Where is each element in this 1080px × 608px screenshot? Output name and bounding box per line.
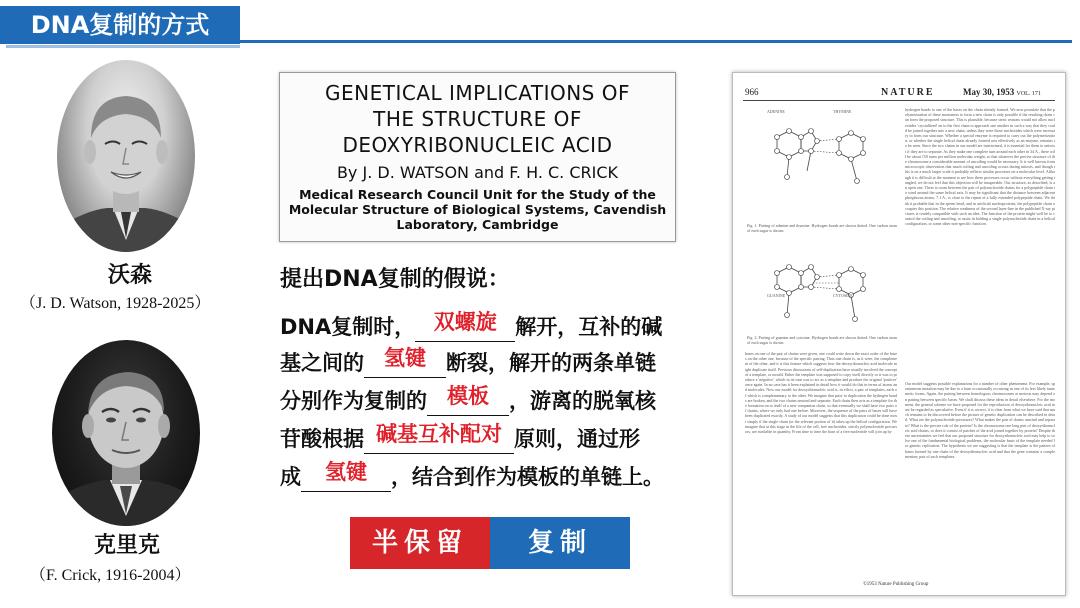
paper-title-line-3: DEOXYRIBONUCLEIC ACID [342, 133, 613, 157]
hypothesis-text: 苷酸根据 [280, 427, 364, 451]
figure-2-caption: Fig. 2. Pairing of guanine and cytosine. Hydrogen bonds are shown dotted. One carbon atom of each sugar is shown. [747, 335, 897, 346]
hypothesis-text: ，结合到作为模板的单链上。 [391, 465, 664, 489]
watson-photo-illustration [57, 60, 195, 252]
answer-text: 模板 [447, 384, 489, 408]
figure-label-cytosine: CYTOSINE [833, 293, 853, 298]
answer-text: 碱基互补配对 [376, 422, 502, 446]
answer-text: 氢键 [325, 460, 367, 484]
page-title: DNA复制的方式 [0, 6, 240, 44]
hypothesis-text: ，游离的脱氧核 [509, 389, 656, 413]
figure-1-caption: Fig. 1. Pairing of adenine and thymine. Hydrogen bonds are shown dotted. One carbon atom of each sugar is shown. [747, 223, 897, 234]
hypothesis-text: 断裂，解开的两条单链 [446, 351, 656, 375]
affiliation-line-3: Laboratory, Cambridge [396, 217, 559, 232]
hypothesis-text: 原则，通过形 [514, 427, 640, 451]
hypothesis-text: DNA复制时， [280, 315, 416, 339]
watson-portrait [57, 60, 195, 252]
crick-photo-illustration [52, 340, 200, 526]
hypothesis-line-5 [280, 462, 664, 492]
adenine-thymine-figure [747, 107, 897, 219]
paper-title-scan [279, 72, 676, 242]
affiliation-line-1: Medical Research Council Unit for the Study of the [299, 187, 656, 202]
crick-dates: （F. Crick, 1916-2004） [30, 567, 191, 584]
hypothesis-text: 成 [280, 465, 301, 489]
nature-page-number: 966 [745, 87, 759, 97]
hypothesis-text: 分别作为复制的 [280, 389, 427, 413]
nature-journal-page [732, 72, 1066, 596]
hypothesis-heading: 提出DNA复制的假说： [280, 267, 510, 292]
crick-portrait [52, 340, 200, 526]
nature-volume: VOL. 171 [1016, 91, 1041, 97]
nature-right-column-bottom: Our model suggests possible explanations for a number of other phenomena. For example, spontaneous mutation may be due to a base occasionally occurring in one of its less likely tautomeric forms. Again, the pairing between homologous chromosomes at meiosis may depend on pairing between specific bases. We shall discuss these ideas in detail elsewhere. For the moment, the general scheme we have proposed for the reproduction of deoxyribonucleic acid must be regarded as speculative. Even if it is correct, it is clear from what we have said that much remains to be discovered before the picture of genetic duplication can be described in detail. What are the polynucleotide precursors? What makes the pair of chains unwind and separate? What is the precise role of the protein? Is the chromosome one long pair of deoxyribonucleic acid chains, or does it consist of patches of the acid joined together by protein? Despite these uncertainties we feel that our proposed structure for deoxyribonucleic acid may help to solve one of the fundamental biological problems, the molecular basis of the template needed for genetic replication. The hypothesis we are suggesting is that the template is the pattern of bases formed by one chain of the deoxyribonucleic acid and that the gene contains a complementary pair of such templates. [905, 381, 1055, 459]
paper-affiliation [280, 187, 675, 232]
crick-name: 克里克 [93, 533, 160, 558]
affiliation-line-2: Molecular Structure of Biological Systems, Cavendish [288, 202, 667, 217]
replication-button[interactable]: 复制 [490, 517, 630, 569]
nature-header-rule [743, 100, 1055, 101]
answer-blank-5 [301, 460, 391, 492]
answer-blank-3 [427, 384, 509, 416]
answer-text: 氢键 [384, 346, 426, 370]
answer-blank-1 [415, 310, 515, 342]
semi-conservative-button[interactable]: 半保留 [350, 517, 490, 569]
nature-issue-date [963, 87, 1041, 97]
title-accent-bar [6, 45, 240, 48]
answer-text: 双螺旋 [433, 310, 497, 334]
hypothesis-line-1 [280, 312, 662, 342]
paper-authors: By J. D. WATSON and F. H. C. CRICK [336, 163, 619, 182]
paper-title-line-1: GENETICAL IMPLICATIONS OF [325, 81, 630, 105]
nature-date-text: May 30, 1953 [963, 87, 1015, 97]
figure-label-adenine: ADENINE [767, 109, 785, 114]
paper-title-line-2: THE STRUCTURE OF [373, 107, 582, 131]
hypothesis-text: 解开，互补的碱 [515, 315, 663, 339]
hypothesis-line-4 [280, 424, 640, 454]
watson-dates: （J. D. Watson, 1928-2025） [20, 295, 211, 312]
nature-right-column-top: hydrogen bonds to one of the bases on the chain already formed. We now postulate that the polymerization of these monomers to form a new chain is only possible if the resulting chain can form the proposed structure. This is plausible, because steric reasons would not allow nucleotides 'crystallized' on to the first chain to approach one another in such a way that they could be joined together into a new chain, unless they were those nucleotides which were necessary to form our structure. Whether a special enzyme is required to carry out the polymerization, or whether the single helical chain already formed acts effectively as an enzyme, remains to be seen. Since the two chains in our model are intertwined, it is essential for them to untwist if they are to separate. As they make one complete turn around each other in 34 A., there will be about 150 turns per million molecular weight, so that whatever the precise structure of the chromosome a considerable amount of uncoiling would be necessary. It is well known from microscopic observation that much coiling and uncoiling occurs during mitosis, and though this is on a much larger scale it probably reflects similar processes on a molecular level. Although it is difficult at the moment to see how these processes occur without everything getting tangled, we do not feel that this objection will be insuperable. Our structure, as described, is an open one. There is room between the pair of polynucleotide chains for a polypeptide chain to wind around the same helical axis. It may be significant that the distance between adjacent phosphorus atoms, 7.1 A., is close to the repeat of a fully extended polypeptide chain. We think it probable that in the sperm head, and in artificial nucleoproteins, the polypeptide chain occupies this position. The relative weakness of the second layer-line in the published X-ray pictures is crudely compatible with such an idea. The function of the protein might well be to control the coiling and uncoiling, to assist in holding a single polynucleotide chain in a helical configuration, or some other non-specific function. [905, 107, 1055, 227]
watson-name: 沃森 [107, 263, 152, 288]
answer-blank-2 [364, 346, 446, 378]
nature-journal-name: NATURE [881, 87, 935, 98]
nature-left-column-bottom: bases on one of the pair of chains were given, one could write down the exact order of the bases on the other one, because of the specific pairing. Thus one chain is, as it were, the complement of the other, and it is this feature which suggests how the deoxyribonucleic acid molecule might duplicate itself. Previous discussions of self-duplication have usually involved the concept of a template, or mould. Either the template was supposed to copy itself directly or it was to produce a 'negative', which in its turn was to act as a template and produce the original 'positive' once again. In no case has it been explained in detail how it would do this in terms of atoms and molecules. Now our model for deoxyribonucleic acid is, in effect, a pair of templates, each of which is complementary to the other. We imagine that prior to duplication the hydrogen bonds are broken, and the two chains unwind and separate. Each chain then acts as a template for the formation on to itself of a new companion chain, so that eventually we shall have two pairs of chains, where we only had one before. Moreover, the sequence of the pairs of bases will have been duplicated exactly. A study of our model suggests that this duplication could be done most simply if the single chain (or the relevant portion of it) takes up the helical configuration. We imagine that at this stage in the life of the cell, free nucleotides, strictly polynucleotide precursors, are available in quantity. From time to time the base of a free nucleotide will join up by [745, 351, 897, 435]
hypothesis-text: 基之间的 [280, 351, 364, 375]
hypothesis-line-2 [280, 348, 656, 378]
header-divider [240, 40, 1072, 43]
figure-label-guanine: GUANINE [767, 293, 786, 298]
answer-blank-4 [364, 422, 514, 454]
nature-copyright-footer: ©1953 Nature Publishing Group [863, 582, 929, 587]
hypothesis-line-3 [280, 386, 656, 416]
figure-label-thymine: THYMINE [833, 109, 852, 114]
